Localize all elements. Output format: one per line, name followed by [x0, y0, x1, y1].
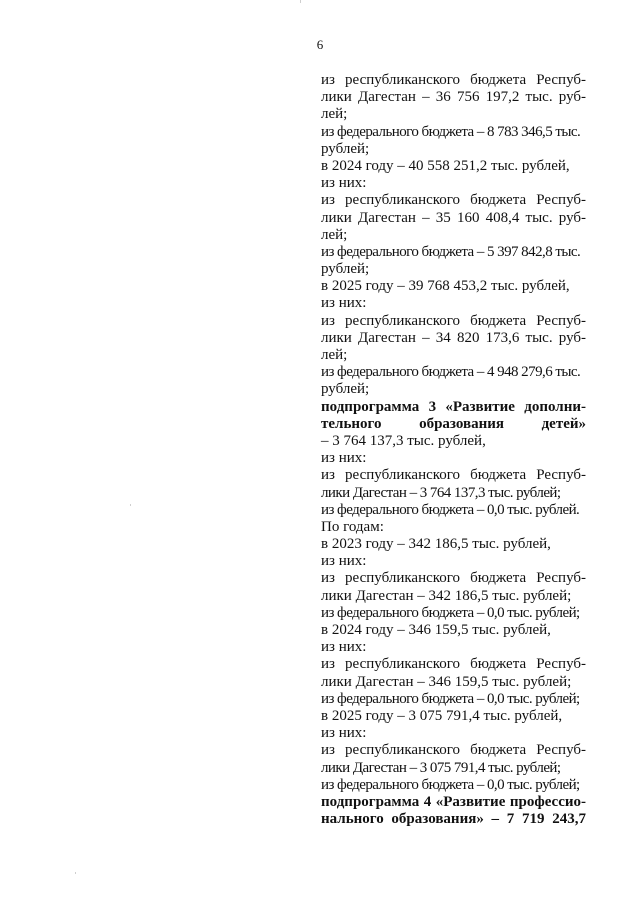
- text-line: из них:: [321, 725, 367, 742]
- page-number: 6: [316, 37, 324, 52]
- text-line: лики Дагестан – 342 186,5 тыс. рублей;: [321, 587, 572, 604]
- text-line: рублей;: [321, 381, 370, 398]
- text-line: лей;: [321, 226, 348, 243]
- text-line: подпрограмма 3 «Развитие дополни-: [321, 398, 586, 415]
- text-line: из них:: [321, 175, 367, 192]
- text-line: из федерального бюджета – 4 948 279,6 тыс.: [321, 364, 581, 381]
- text-line: лики Дагестан – 346 159,5 тыс. рублей;: [321, 673, 572, 690]
- text-line: рублей;: [321, 140, 370, 157]
- text-line: из них:: [321, 639, 367, 656]
- text-line: нального образования» – 7 719 243,7: [321, 811, 586, 828]
- text-line: лики Дагестан – 36 756 197,2 тыс. руб-: [321, 89, 586, 106]
- text-line: в 2023 году – 342 186,5 тыс. рублей,: [321, 536, 551, 553]
- text-line: из федерального бюджета – 0,0 тыс. рублей.: [321, 501, 580, 518]
- text-line: тельного образования детей»: [321, 415, 586, 432]
- text-line: из республиканского бюджета Респуб-: [321, 570, 586, 587]
- document-body: [321, 72, 586, 828]
- text-line: из них:: [321, 450, 367, 467]
- text-line: – 3 764 137,3 тыс. рублей,: [321, 432, 486, 449]
- text-line: лики Дагестан – 3 075 791,4 тыс. рублей;: [321, 759, 561, 776]
- scan-mark: [300, 0, 301, 3]
- text-line: По годам:: [321, 518, 384, 535]
- text-line: из федерального бюджета – 0,0 тыс. рублей;: [321, 690, 580, 707]
- text-line: из федерального бюджета – 5 397 842,8 тыс.: [321, 243, 581, 260]
- text-line: в 2025 году – 39 768 453,2 тыс. рублей,: [321, 278, 570, 295]
- text-line: лей;: [321, 347, 348, 363]
- text-line: из республиканского бюджета Респуб-: [321, 312, 586, 329]
- text-line: из республиканского бюджета Респуб-: [321, 656, 586, 673]
- scan-mark: [130, 504, 131, 506]
- text-line: из республиканского бюджета Респуб-: [321, 72, 586, 88]
- text-line: из них:: [321, 553, 367, 570]
- text-line: из республиканского бюджета Респуб-: [321, 192, 586, 209]
- text-line: рублей;: [321, 261, 370, 278]
- text-line: в 2024 году – 346 159,5 тыс. рублей,: [321, 622, 551, 638]
- text-line: в 2024 году – 40 558 251,2 тыс. рублей,: [321, 157, 570, 174]
- text-line: лики Дагестан – 3 764 137,3 тыс. рублей;: [321, 484, 561, 501]
- text-line: лики Дагестан – 35 160 408,4 тыс. руб-: [321, 209, 586, 226]
- text-line: из федерального бюджета – 0,0 тыс. рублей;: [321, 604, 580, 621]
- text-line: из федерального бюджета – 8 783 346,5 тыс.: [321, 123, 581, 140]
- text-line: из федерального бюджета – 0,0 тыс. рублей;: [321, 776, 580, 793]
- text-line: подпрограмма 4 «Развитие профессио-: [321, 793, 586, 810]
- text-line: лей;: [321, 106, 348, 123]
- text-line: лики Дагестан – 34 820 173,6 тыс. руб-: [321, 329, 586, 346]
- text-line: в 2025 году – 3 075 791,4 тыс. рублей,: [321, 707, 563, 724]
- scan-mark: [75, 872, 76, 874]
- text-line: из них:: [321, 295, 367, 312]
- text-line: из республиканского бюджета Респуб-: [321, 467, 586, 484]
- text-line: из республиканского бюджета Респуб-: [321, 742, 586, 759]
